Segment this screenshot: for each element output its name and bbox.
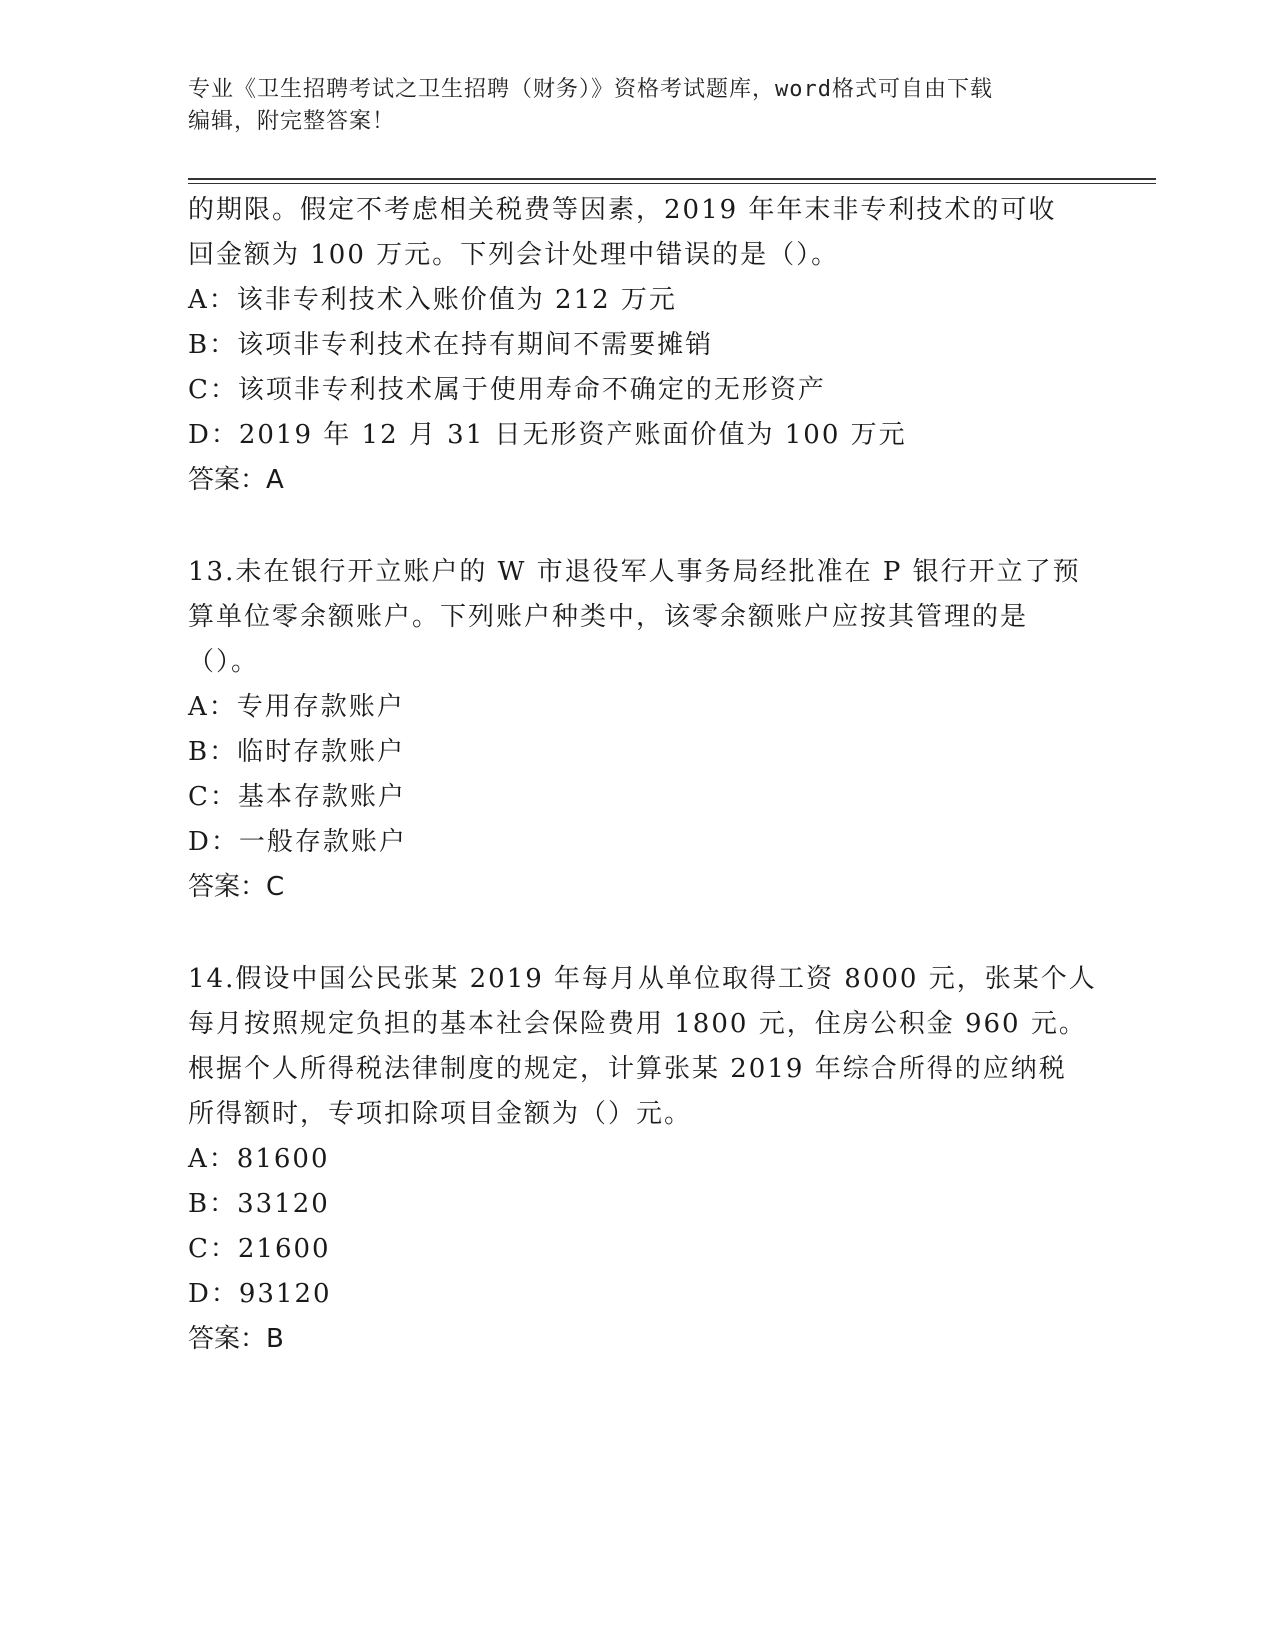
option-b: B：该项非专利技术在持有期间不需要摊销 <box>188 330 714 360</box>
question-13 <box>188 550 1081 910</box>
answer-label: 答案：A <box>188 465 284 495</box>
answer-label: 答案：B <box>188 1324 284 1354</box>
question-stem-line: 13.未在银行开立账户的 W 市退役军人事务局经批准在 P 银行开立了预 <box>188 557 1081 587</box>
question-14 <box>188 957 1097 1362</box>
question-stem-line: （）。 <box>188 647 260 677</box>
question-content <box>188 188 1097 1362</box>
header-line-1: 专业《卫生招聘考试之卫生招聘（财务）》资格考试题库，word格式可自由下载 <box>188 77 993 102</box>
question-spacer <box>188 910 1068 957</box>
header-divider-thick <box>188 178 1156 180</box>
option-d: D：一般存款账户 <box>188 827 407 857</box>
answer-label: 答案：C <box>188 872 285 902</box>
option-c: C：基本存款账户 <box>188 782 406 812</box>
header-line-2: 编辑，附完整答案！ <box>188 109 396 134</box>
question-stem-line: 每月按照规定负担的基本社会保险费用 1800 元，住房公积金 960 元。 <box>188 1009 1087 1039</box>
question-stem-line: 根据个人所得税法律制度的规定，计算张某 2019 年综合所得的应纳税 <box>188 1054 1067 1084</box>
option-c: C：该项非专利技术属于使用寿命不确定的无形资产 <box>188 375 826 405</box>
question-stem-line: 算单位零余额账户。下列账户种类中，该零余额账户应按其管理的是 <box>188 602 1029 632</box>
question-12 <box>188 188 1068 503</box>
option-a: A：81600 <box>188 1144 330 1174</box>
option-a: A：该非专利技术入账价值为 212 万元 <box>188 285 677 315</box>
option-a: A：专用存款账户 <box>188 692 405 722</box>
question-stem-line: 的期限。假定不考虑相关税费等因素，2019 年年末非专利技术的可收 <box>188 195 1057 225</box>
question-stem-line: 回金额为 100 万元。下列会计处理中错误的是（）。 <box>188 240 840 270</box>
option-c: C：21600 <box>188 1234 331 1264</box>
option-b: B：33120 <box>188 1189 330 1219</box>
header-divider-thin <box>188 183 1156 184</box>
option-b: B：临时存款账户 <box>188 737 406 767</box>
question-stem-line: 14.假设中国公民张某 2019 年每月从单位取得工资 8000 元，张某个人 <box>188 964 1097 994</box>
question-stem-line: 所得额时，专项扣除项目金额为（）元。 <box>188 1099 693 1129</box>
document-header <box>188 74 1088 138</box>
option-d: D：2019 年 12 月 31 日无形资产账面价值为 100 万元 <box>188 420 907 450</box>
option-d: D：93120 <box>188 1279 332 1309</box>
question-spacer <box>188 503 1068 550</box>
